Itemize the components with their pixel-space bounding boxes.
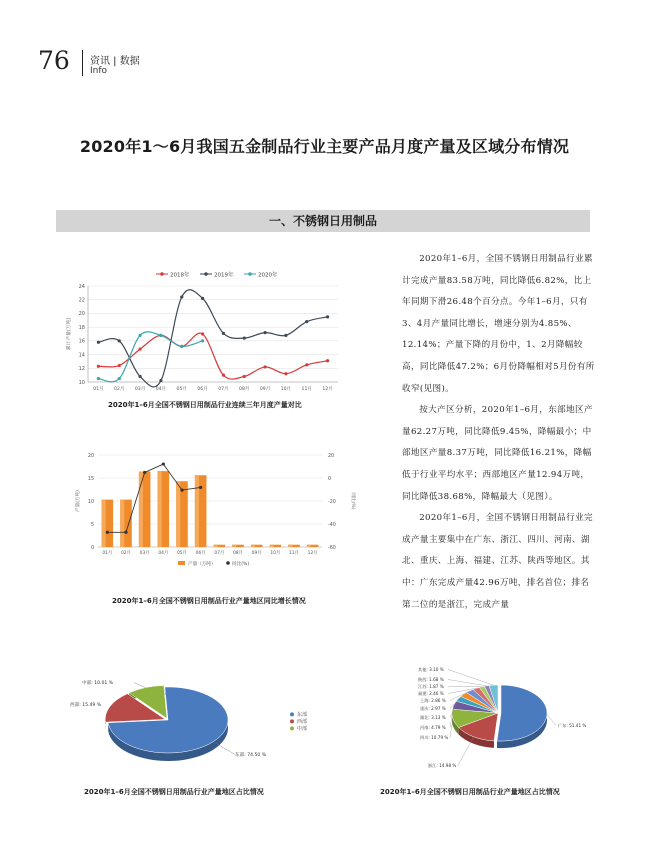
y2-tick-label: -60 — [328, 545, 336, 551]
x-tick-label: 06月 — [195, 551, 206, 556]
pie-label: 陕西: 1.68 % — [418, 677, 444, 682]
bar-highlight — [251, 545, 255, 547]
section-heading: 一、不锈钢日用制品 — [56, 210, 590, 232]
data-point — [243, 337, 246, 340]
pie-label: 重庆: 2.97 % — [420, 706, 446, 711]
data-point — [138, 347, 141, 350]
legend-label: 东部 — [297, 712, 308, 718]
bar-highlight — [120, 500, 124, 547]
data-point — [97, 365, 100, 368]
legend-label: 产量（万吨） — [188, 562, 216, 567]
x-tick-label: 08月 — [233, 551, 243, 556]
series-line-0 — [98, 333, 327, 379]
province-pie-chart — [390, 655, 590, 775]
data-point — [201, 339, 204, 342]
y-tick-label: 10 — [78, 379, 85, 386]
label-leader — [134, 683, 145, 688]
bar-highlight — [102, 500, 106, 547]
data-point — [118, 339, 121, 342]
x-tick-label: 09月 — [251, 551, 262, 556]
legend-marker — [160, 272, 164, 276]
x-tick-label: 11月 — [289, 551, 299, 556]
y-tick-label: 24 — [78, 283, 85, 290]
data-point — [326, 315, 329, 318]
bar-chart-caption: 2020年1–6月全国不锈钢日用制品行业产量地区同比增长情况 — [112, 597, 306, 605]
y2-tick-label: -40 — [328, 522, 336, 528]
y-tick-label: 14 — [78, 352, 85, 359]
ratio-point — [199, 486, 202, 489]
label-leader — [450, 719, 453, 738]
y2-tick-label: 0 — [328, 476, 332, 482]
y-tick-label: 10 — [87, 499, 94, 505]
x-tick-label: 01月 — [93, 387, 104, 392]
bar-highlight — [270, 545, 274, 547]
region-pie-chart — [70, 672, 340, 780]
x-tick-label: 03月 — [134, 387, 146, 392]
bar-highlight — [158, 471, 162, 547]
data-point — [180, 345, 183, 348]
ratio-point — [162, 462, 165, 465]
x-tick-label: 05月 — [177, 551, 187, 556]
section-label: 资讯 | 数据 — [90, 56, 140, 67]
line-chart — [58, 262, 348, 398]
x-tick-label: 08月 — [239, 387, 250, 392]
y-tick-label: 15 — [87, 476, 94, 482]
x-tick-label: 04月 — [158, 551, 169, 556]
x-tick-label: 07月 — [218, 387, 229, 392]
x-tick-label: 02月 — [114, 387, 125, 392]
label-leader — [448, 680, 487, 686]
data-point — [118, 377, 121, 380]
data-point — [201, 297, 204, 300]
data-point — [118, 364, 121, 367]
ratio-point — [143, 471, 146, 474]
x-tick-label: 12月 — [307, 551, 318, 556]
bar-highlight — [176, 481, 180, 547]
legend-label: 2018年 — [170, 272, 190, 279]
pie-label: 其他: 3.10 % — [418, 667, 444, 672]
bar-highlight — [214, 545, 218, 547]
pie-label: 中部: 10.01 % — [82, 681, 114, 686]
y2-axis-label: 同比(%) — [350, 492, 355, 510]
legend-swatch — [178, 561, 185, 565]
pie-label: 西部: 15.49 % — [70, 703, 102, 708]
data-point — [138, 334, 141, 337]
article-title: 2020年1～6月我国五金制品行业主要产品月度产量及区域分布情况 — [79, 137, 570, 156]
line-chart-caption: 2020年1–6月全国不锈钢日用制品行业连续三年月度产量对比 — [108, 401, 302, 409]
pie-label: 浙江: 14.98 % — [428, 763, 457, 768]
ratio-point — [180, 488, 183, 491]
data-point — [284, 372, 287, 375]
label-leader — [213, 742, 235, 755]
pie-label: 江苏: 1.87 % — [418, 684, 444, 689]
data-point — [180, 295, 183, 298]
data-point — [138, 375, 141, 378]
legend-label: 2019年 — [214, 272, 234, 279]
x-tick-label: 12月 — [322, 387, 333, 392]
data-point — [243, 375, 246, 378]
x-tick-label: 11月 — [301, 387, 312, 392]
label-leader — [448, 670, 494, 686]
ratio-point — [124, 531, 127, 534]
data-point — [159, 379, 162, 382]
bar-highlight — [232, 545, 236, 547]
y-axis-label: 累计产量(万吨) — [67, 317, 72, 351]
data-point — [159, 334, 162, 337]
x-tick-label: 04月 — [155, 387, 167, 392]
bar-highlight — [307, 545, 311, 547]
x-tick-label: 10月 — [280, 387, 292, 392]
pie-label: 东部: 74.50 % — [235, 753, 267, 758]
data-point — [326, 359, 329, 362]
legend-label: 同比(%) — [232, 562, 250, 567]
x-tick-label: 01月 — [102, 551, 113, 556]
series-line-1 — [98, 290, 327, 387]
x-tick-label: 09月 — [259, 387, 271, 392]
data-point — [284, 334, 287, 337]
label-leader — [458, 737, 474, 766]
y-tick-label: 16 — [78, 338, 85, 345]
legend-marker — [204, 272, 208, 276]
pie-label: 湖北: 3.13 % — [420, 715, 446, 720]
region-pie-caption: 2020年1–6月全国不锈钢日用制品行业产量地区占比情况 — [84, 788, 264, 796]
x-tick-label: 05月 — [176, 387, 187, 392]
bar-chart — [70, 445, 360, 580]
bar-highlight — [139, 472, 143, 547]
legend-marker — [290, 712, 294, 716]
x-tick-label: 06月 — [197, 387, 208, 392]
data-point — [97, 341, 100, 344]
legend-label: 西部 — [297, 719, 308, 725]
bar-highlight — [288, 545, 292, 547]
x-tick-label: 10月 — [270, 551, 281, 556]
legend-marker — [290, 719, 294, 723]
y-axis-label: 产量(万吨) — [76, 490, 81, 512]
legend-marker — [226, 561, 230, 565]
data-point — [222, 374, 225, 377]
y-tick-label: 12 — [78, 366, 85, 373]
page-number: 76 — [38, 46, 70, 75]
pie-label: 福建: 2.46 % — [418, 691, 444, 696]
section-label-en: Info — [90, 66, 108, 76]
legend-label: 2020年 — [258, 272, 278, 279]
article-body — [402, 249, 598, 616]
data-point — [305, 363, 308, 366]
ratio-point — [106, 531, 109, 534]
label-leader — [547, 714, 556, 725]
data-point — [263, 331, 266, 334]
y2-tick-label: 20 — [328, 453, 335, 459]
legend-marker — [248, 272, 252, 276]
bar-highlight — [195, 475, 199, 547]
x-tick-label: 03月 — [139, 551, 150, 556]
data-point — [97, 377, 100, 380]
paragraph: 2020年1–6月，全国不锈钢日用制品行业完成产量主要集中在广东、浙江、四川、河南、湖北、重庆、上海、福建、江苏、陕西等地区。其中：广东完成产量42.96万吨，排名首位；排名第二位的是浙江，完成产量 — [402, 513, 593, 610]
x-tick-label: 07月 — [214, 551, 225, 556]
pie-label: 河南: 4.79 % — [420, 725, 446, 730]
y-tick-label: 0 — [90, 545, 94, 551]
y2-tick-label: -20 — [328, 499, 336, 505]
data-point — [305, 320, 308, 323]
y-tick-label: 20 — [78, 311, 85, 318]
data-point — [263, 365, 266, 368]
pie-label: 广东: 51.41 % — [558, 723, 587, 728]
y-tick-label: 20 — [87, 453, 94, 459]
paragraph: 按大产区分析，2020年1–6月，东部地区产量62.27万吨，同比降低9.45%，降幅最小；中部地区产量8.37万吨，同比降低16.21%，降幅低于行业平均水平；西部地区产量12.94万吨，同比降低38.68%，降幅最大（见图）。 — [402, 405, 593, 502]
x-tick-label: 02月 — [121, 551, 131, 556]
paragraph: 2020年1–6月，全国不锈钢日用制品行业累计完成产量83.58万吨，同比降低6.82%，比上年同期下滑26.48个百分点。今年1–6月，只有3、4月产量同比增长，增速分别为4.85%、12.14%；产量下降的月份中，1、2月降幅较高，同比降低47.2%；6月份降幅相对5月份有所收窄(见图)。 — [402, 254, 595, 394]
pie-label: 四川: 10.79 % — [420, 735, 449, 740]
legend-label: 中部 — [297, 726, 308, 732]
header-divider — [82, 50, 83, 76]
pie-label: 上海: 2.86 % — [420, 698, 446, 703]
y-tick-label: 18 — [78, 324, 85, 331]
data-point — [222, 332, 225, 335]
y-tick-label: 5 — [90, 522, 94, 528]
province-pie-caption: 2020年1–6月全国不锈钢日用制品行业产量地区占比情况 — [380, 788, 560, 796]
legend-marker — [290, 726, 294, 730]
y-tick-label: 22 — [78, 297, 85, 304]
data-point — [201, 332, 204, 335]
